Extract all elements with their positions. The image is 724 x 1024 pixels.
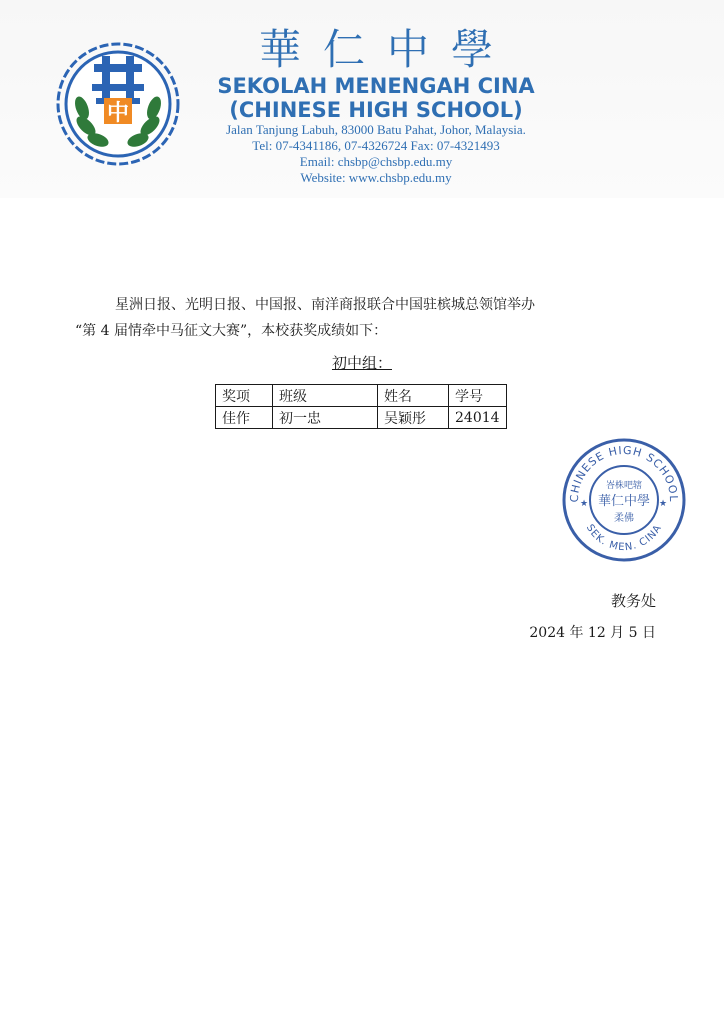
seal-bottom-text: SEK. MEN. CINA xyxy=(583,522,665,554)
header-cell: 学号 xyxy=(449,385,507,407)
intro-line-1: 星洲日报、光明日报、中国报、南洋商报联合中国驻槟城总领馆举办 xyxy=(115,297,535,313)
seal-outer-text: CHINESE HIGH SCHOOL xyxy=(567,443,681,503)
award-cell: 佳作 xyxy=(216,407,273,429)
seal-star-left: ★ xyxy=(580,499,589,509)
name-cell: 吴颖彤 xyxy=(378,407,449,429)
school-address: Jalan Tanjung Labuh, 83000 Batu Pahat, Johor, Malaysia. xyxy=(226,122,526,137)
school-malay-name: SEKOLAH MENENGAH CINA xyxy=(217,74,535,98)
header-cell: 姓名 xyxy=(378,385,449,407)
issue-date: 2024 年 12 月 5 日 xyxy=(529,625,656,641)
seal-inner-bottom: 柔佛 xyxy=(614,513,634,524)
table-header-row xyxy=(216,385,507,407)
logo-glyph: 中 xyxy=(106,101,130,126)
intro-line-2: “第 4 届情牵中马征文大赛”，本校获奖成绩如下： xyxy=(75,323,388,339)
group-title: 初中组： xyxy=(331,354,392,372)
results-table xyxy=(215,384,507,429)
issuing-department: 教务处 xyxy=(610,592,656,610)
header-cell: 奖项 xyxy=(216,385,273,407)
seal-inner-top: 峇株吧辖 xyxy=(605,481,643,491)
school-seal-stamp xyxy=(560,436,688,564)
student-id-cell: 24014 xyxy=(449,407,507,429)
school-website: Website: www.chsbp.edu.my xyxy=(300,170,452,185)
letterhead xyxy=(0,0,724,198)
school-chinese-name: 華仁中學 xyxy=(258,25,515,74)
school-english-name: (CHINESE HIGH SCHOOL) xyxy=(229,98,523,122)
seal-star-right: ★ xyxy=(659,499,668,509)
school-header-text xyxy=(196,26,556,186)
table-row xyxy=(216,407,507,429)
school-email: Email: chsbp@chsbp.edu.my xyxy=(299,154,453,169)
intro-paragraph xyxy=(75,292,665,344)
school-phone-fax: Tel: 07-4341186, 07-4326724 Fax: 07-4321493 xyxy=(252,138,500,153)
class-cell: 初一忠 xyxy=(273,407,378,429)
seal-inner-middle: 華仁中學 xyxy=(597,494,651,509)
school-logo xyxy=(52,38,184,170)
header-cell: 班级 xyxy=(273,385,378,407)
